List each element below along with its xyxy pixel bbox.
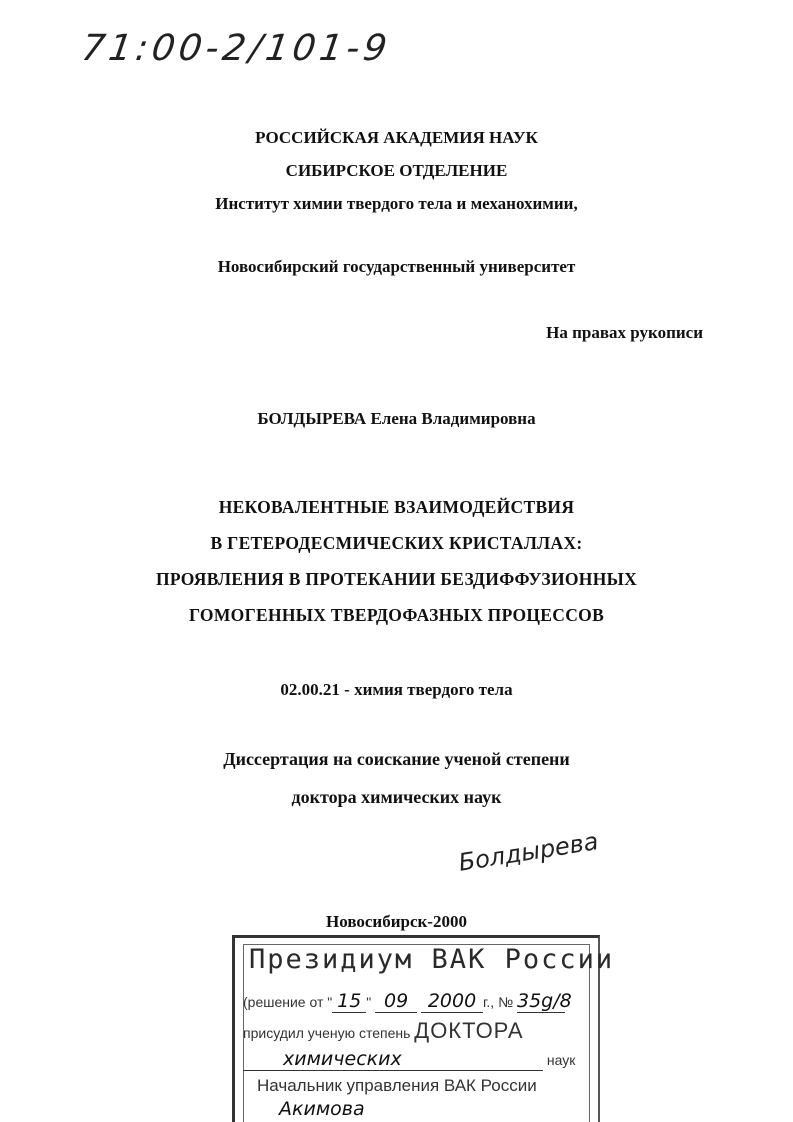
institute-heading: Институт химии твердого тела и механохимии, [215,194,578,213]
stamp-number: 35g/8 [516,990,572,1012]
stamp-award-row [243,1018,524,1044]
stamp-decision-row [243,990,572,1013]
stamp-decision-prefix: (решение от " [243,994,333,1010]
stamp-science-row [243,1048,575,1071]
stamp-mid-quote: " [366,994,372,1010]
title-line-2: В ГЕТЕРОДЕСМИЧЕСКИХ КРИСТАЛЛАХ: [210,533,583,553]
rights-note: На правах рукописи [546,323,703,342]
title-line-1: НЕКОВАЛЕНТНЫЕ ВЗАИМОДЕЙСТВИЯ [218,497,575,517]
stamp-head-signature: Акимова [279,1098,365,1120]
stamp-year: 2000 [421,990,483,1013]
city-year: Новосибирск-2000 [326,912,467,931]
stamp-year-suffix: г., № [483,994,514,1010]
stamp-degree: ДОКТОРА [414,1018,524,1043]
degree-line-1: Диссертация на соискание ученой степени [223,749,570,769]
stamp-day: 15 [332,990,366,1013]
stamp-head-title: Начальник управления ВАК России [257,1076,537,1095]
catalog-number: 71:00-2/101-9 [79,28,394,69]
title-line-4: ГОМОГЕННЫХ ТВЕРДОФАЗНЫХ ПРОЦЕССОВ [188,605,605,625]
vak-stamp [232,935,615,1122]
author-signature: Болдырева [456,827,601,877]
stamp-title: Президиум ВАК России [249,944,615,975]
author-name: БОЛДЫРЕВА Елена Владимировна [257,409,536,428]
degree-line-2: доктора химических наук [291,787,502,807]
stamp-science-suffix: наук [546,1052,576,1068]
stamp-award-prefix: присудил ученую степень [243,1025,411,1041]
branch-heading: СИБИРСКОЕ ОТДЕЛЕНИЕ [285,161,508,180]
stamp-month: 09 [375,990,417,1013]
academy-heading: РОССИЙСКАЯ АКАДЕМИЯ НАУК [255,128,538,147]
university-heading: Новосибирский государственный университет [217,257,576,276]
specialty-code: 02.00.21 - химия твердого тела [280,680,513,699]
title-line-3: ПРОЯВЛЕНИЯ В ПРОТЕКАНИИ БЕЗДИФФУЗИОННЫХ [155,569,638,589]
stamp-science: химических [243,1048,543,1071]
